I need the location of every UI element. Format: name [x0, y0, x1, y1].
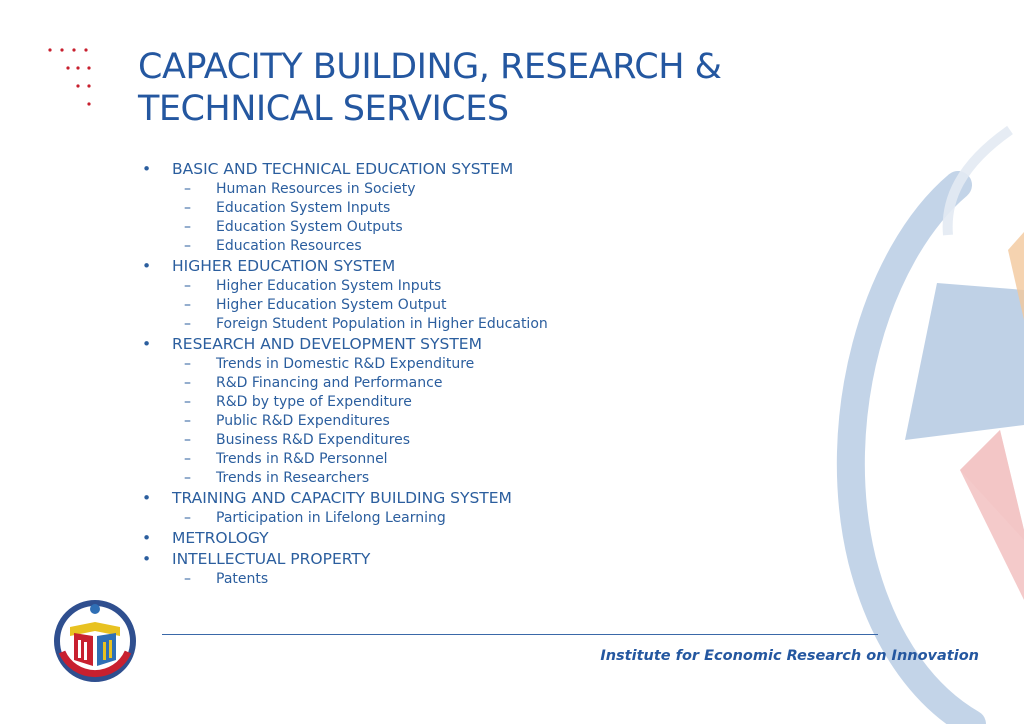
subtopic-item: – Foreign Student Population in Higher Education [138, 315, 838, 334]
topic-label: INTELLECTUAL PROPERTY [172, 550, 371, 568]
topic-item [138, 528, 838, 549]
topic-outline [138, 159, 838, 589]
title-line-2: TECHNICAL SERVICES [138, 89, 509, 129]
topic-label: TRAINING AND CAPACITY BUILDING SYSTEM [172, 489, 512, 507]
subtopic-item: – Trends in R&D Personnel [138, 450, 838, 469]
topic-label: METROLOGY [172, 529, 269, 547]
subtopic-item: – Higher Education System Inputs [138, 277, 838, 296]
subtopic-item: – Patents [138, 570, 838, 589]
institute-logo-icon [50, 600, 140, 682]
subtopic-list [172, 355, 838, 488]
subtopic-list [172, 277, 838, 334]
subtopic-list [172, 509, 838, 528]
title-line-1: CAPACITY BUILDING, RESEARCH & [138, 47, 722, 87]
footer-organization-name: Institute for Economic Research on Innovation [600, 648, 979, 664]
subtopic-item: – Education System Inputs [138, 199, 838, 218]
footer-divider [162, 634, 878, 635]
subtopic-item: – Business R&D Expenditures [138, 431, 838, 450]
subtopic-item: – Higher Education System Output [138, 296, 838, 315]
topic-label: HIGHER EDUCATION SYSTEM [172, 257, 396, 275]
topic-item [138, 256, 838, 334]
topic-item [138, 488, 838, 528]
subtopic-item: – R&D Financing and Performance [138, 374, 838, 393]
subtopic-list [172, 570, 838, 589]
subtopic-item: – Participation in Lifelong Learning [138, 509, 838, 528]
topic-item [138, 159, 838, 256]
subtopic-item: – R&D by type of Expenditure [138, 393, 838, 412]
subtopic-item: – Public R&D Expenditures [138, 412, 838, 431]
subtopic-item: – Education Resources [138, 237, 838, 256]
topic-item [138, 549, 838, 589]
subtopic-item: – Human Resources in Society [138, 180, 838, 199]
dot-grid-icon [44, 44, 100, 114]
topic-label: RESEARCH AND DEVELOPMENT SYSTEM [172, 335, 482, 353]
subtopic-item: – Trends in Researchers [138, 469, 838, 488]
topic-item [138, 334, 838, 488]
topic-label: BASIC AND TECHNICAL EDUCATION SYSTEM [172, 160, 514, 178]
subtopic-list [172, 180, 838, 256]
subtopic-item: – Education System Outputs [138, 218, 838, 237]
slide-title [138, 46, 898, 130]
subtopic-item: – Trends in Domestic R&D Expenditure [138, 355, 838, 374]
